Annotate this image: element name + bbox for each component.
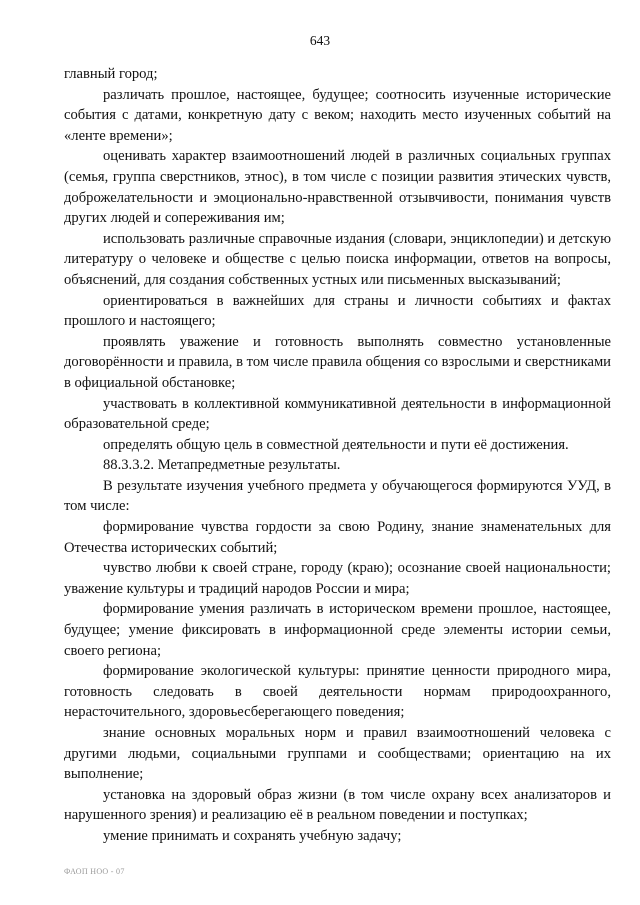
paragraph: ориентироваться в важнейших для страны и личности событиях и фактах прошлого и настоящего; — [64, 292, 611, 330]
paragraph: участвовать в коллективной коммуникативной деятельности в информационной образовательной среде; — [64, 395, 611, 433]
paragraph: различать прошлое, настоящее, будущее; соотносить изученные исторические события с датами, конкретную дату с веком; находить место изученных событий на «ленте времени»; — [64, 86, 611, 144]
paragraph: формирование умения различать в историческом времени прошлое, настоящее, будущее; умение фиксировать в информационной среде элементы истории семьи, своего региона; — [64, 601, 611, 659]
paragraph: знание основных моральных норм и правил взаимоотношений человека с другими людьми, социальными группами и сообществами; ориентацию на их выполнение; — [64, 725, 611, 783]
document-body — [64, 64, 611, 847]
paragraph: формирование чувства гордости за свою Родину, знание знаменательных для Отечества исторических событий; — [64, 519, 611, 556]
paragraph: проявлять уважение и готовность выполнять совместно установленные договорённости и правила, в том числе правила общения со взрослыми и сверстниками в официальной обстановке; — [64, 333, 611, 391]
paragraph: формирование экологической культуры: принятие ценности природного мира, готовность следовать в своей деятельности нормам природоохранного, нерасточительного, здоровьесберегающего поведения; — [64, 663, 611, 721]
section-heading: 88.3.3.2. Метапредметные результаты. — [103, 457, 341, 474]
page-number: 643 — [309, 33, 331, 48]
paragraph: чувство любви к своей стране, городу (краю); осознание своей национальности; уважение культуры и традиций народов России и мира; — [64, 560, 611, 597]
paragraph: определять общую цель в совместной деятельности и пути её достижения. — [103, 436, 569, 453]
paragraph: В результате изучения учебного предмета у обучающегося формируются УУД, в том числе: — [64, 477, 611, 515]
paragraph: оценивать характер взаимоотношений людей в различных социальных группах (семья, группа сверстников, этнос), в том числе с позиции развития этических чувств, доброжелательности и эмоционально-нравственной отзывчивости, понимания чувств других людей и сопереживания им; — [64, 148, 611, 227]
paragraph: установка на здоровый образ жизни (в том числе охрану всех анализаторов и нарушенного зрения) и реализацию её в реальном поведении и поступках; — [64, 786, 611, 824]
footer-document-code: ФАОП НОО - 07 — [64, 867, 125, 876]
paragraph: умение принимать и сохранять учебную задачу; — [103, 827, 402, 844]
paragraph-continuation: главный город; — [64, 66, 158, 82]
paragraph: использовать различные справочные издания (словари, энциклопедии) и детскую литературу о человеке и обществе с целью поиска информации, ответов на вопросы, объяснений, для создания собственных устных или письменных высказываний; — [64, 230, 611, 288]
